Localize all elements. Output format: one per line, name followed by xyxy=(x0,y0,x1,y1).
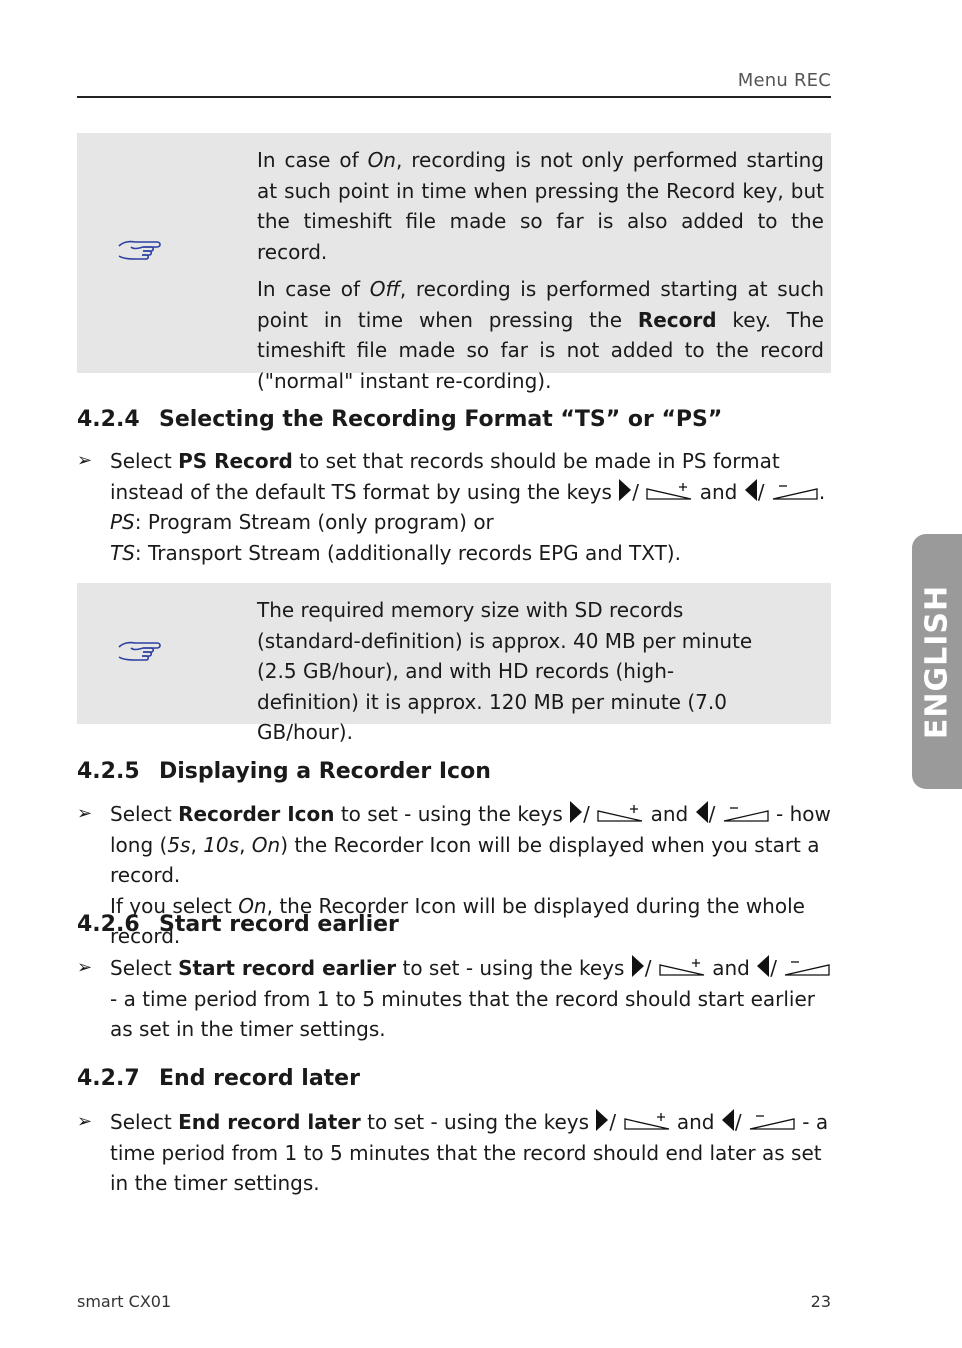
left-triangle-key-icon xyxy=(756,954,770,978)
right-triangle-key-icon xyxy=(595,1108,609,1132)
section-number: 4.2.5 xyxy=(77,759,140,784)
header-title: Menu REC xyxy=(737,70,831,91)
left-triangle-key-icon xyxy=(744,478,758,502)
arrow-bullet-icon: ➢ xyxy=(77,803,93,824)
volume-up-key-icon xyxy=(645,481,693,503)
language-side-tab xyxy=(912,534,962,789)
section-heading-4-2-5 xyxy=(77,759,491,784)
language-tab-label: ENGLISH xyxy=(919,584,955,739)
header-rule xyxy=(77,96,831,98)
note-paragraph-on: In case of On, recording is not only performed starting at such point in time when pressing the Record key, but the timeshift file made so far is also added to the record. xyxy=(257,148,825,264)
arrow-bullet-icon: ➢ xyxy=(77,957,93,978)
arrow-bullet-icon: ➢ xyxy=(77,1111,93,1132)
note-text xyxy=(257,145,824,396)
note-box-timeshift xyxy=(77,133,831,393)
menu-item-end-record-later: End record later xyxy=(178,1110,361,1134)
section-number: 4.2.7 xyxy=(77,1066,140,1091)
bullet-recorder-icon: ➢ Select Recorder Icon to set - using the keys / and / - how long (5s, 10s, On) the Recorder Icon will be displayed when you start a record. If you select On, the Recorder Icon will be displayed during the whole record. xyxy=(77,799,837,952)
volume-down-key-icon xyxy=(783,957,831,979)
footer-product-name: smart CX01 xyxy=(77,1292,172,1311)
right-triangle-key-icon xyxy=(631,954,645,978)
volume-down-key-icon xyxy=(722,803,770,825)
section-title: Selecting the Recording Format “TS” or “PS” xyxy=(159,407,723,432)
section-heading-4-2-4 xyxy=(77,407,722,432)
section-title: Displaying a Recorder Icon xyxy=(159,759,491,784)
note-paragraph-off: In case of Off, recording is performed starting at such point in time when pressing the Record key. The timeshift file made so far is not added to the record ("normal" instant re-cording). xyxy=(257,277,824,393)
menu-item-ps-record: PS Record xyxy=(178,449,293,473)
section-title: End record later xyxy=(159,1066,360,1091)
section-heading-4-2-7 xyxy=(77,1066,360,1091)
right-triangle-key-icon xyxy=(569,800,583,824)
volume-down-key-icon xyxy=(748,1111,796,1133)
volume-up-key-icon xyxy=(596,803,644,825)
bullet-end-record-later: ➢ Select End record later to set - using the keys / and / - a time period from 1 to 5 minutes that the record should end later as set in the timer settings. xyxy=(77,1107,837,1199)
section-number: 4.2.4 xyxy=(77,407,140,432)
arrow-bullet-icon: ➢ xyxy=(77,450,93,471)
note-text: The required memory size with SD records (standard-definition) is approx. 40 MB per minute (2.5 GB/hour), and with HD records (high-definition) it is approx. 120 MB per minute (7.0 GB/hour). xyxy=(257,598,753,744)
section-heading-4-2-6 xyxy=(77,912,399,937)
left-triangle-key-icon xyxy=(695,800,709,824)
footer-page-number: 23 xyxy=(810,1292,831,1311)
pointing-hand-icon xyxy=(117,639,163,665)
right-triangle-key-icon xyxy=(618,478,632,502)
volume-up-key-icon xyxy=(658,957,706,979)
note-box-memory-size xyxy=(77,583,831,744)
left-triangle-key-icon xyxy=(721,1108,735,1132)
menu-item-start-record-earlier: Start record earlier xyxy=(178,956,397,980)
menu-item-recorder-icon: Recorder Icon xyxy=(178,802,335,826)
pointing-hand-icon xyxy=(117,238,163,264)
section-title: Start record earlier xyxy=(159,912,399,937)
bullet-start-record-earlier: ➢ Select Start record earlier to set - using the keys / and / - a time period from 1 to 5 minutes that the record should start earlier as set in the timer settings. xyxy=(77,953,837,1045)
volume-down-key-icon xyxy=(771,481,819,503)
bullet-ps-record: ➢ Select PS Record to set that records should be made in PS format instead of the default TS format by using the keys / and / . PS: Program Stream (only program) or TS: Transport Stream (additionally records EPG and TXT). xyxy=(77,446,837,568)
volume-up-key-icon xyxy=(623,1111,671,1133)
section-number: 4.2.6 xyxy=(77,912,140,937)
